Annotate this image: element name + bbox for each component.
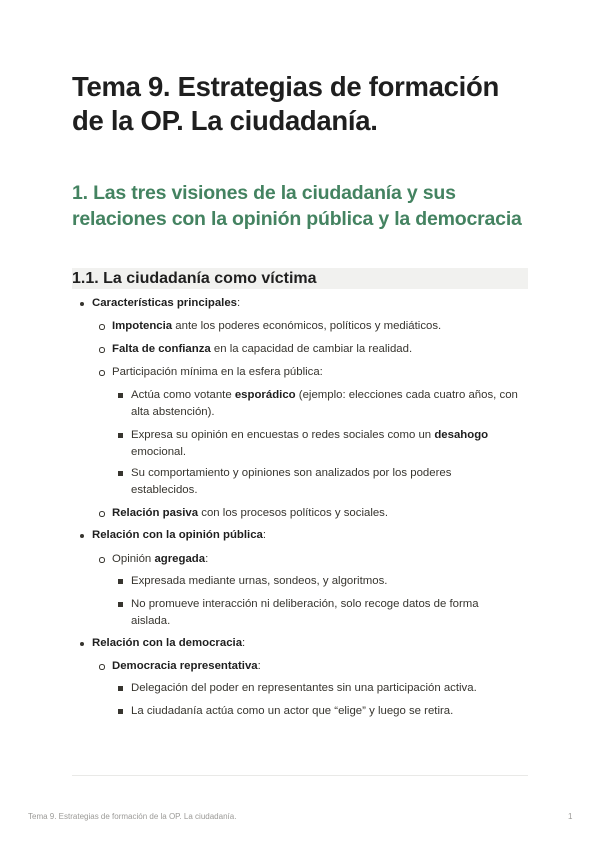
subsection-heading: 1.1. La ciudadanía como víctima [72,268,528,289]
page-title: Tema 9. Estrategias de formación de la OP. La ciudadanía. [72,71,499,136]
list-item: Características principales: [92,297,241,309]
bullet-square [118,579,123,584]
footer-title: Tema 9. Estrategias de formación de la OP. La ciudadanía. [28,812,237,821]
bullet-circle [99,557,105,563]
list-item: Expresa su opinión en encuestas o redes sociales como un desahogo emocional. [131,429,489,458]
list-item: Impotencia ante los poderes económicos, políticos y mediáticos. [112,320,442,332]
bullet-square [118,686,123,691]
page-number: 1 [568,812,573,821]
list-item: Actúa como votante esporádico (ejemplo: elecciones cada cuatro años, con alta abstención). [131,389,518,418]
list-item: Opinión agregada: [112,553,209,565]
list-item: Relación con la opinión pública: [92,529,267,541]
list-item: Delegación del poder en representantes sin una participación activa. [131,682,477,694]
bullet-circle [99,511,105,517]
list-item: No promueve interacción ni deliberación, solo recoge datos de forma aislada. [131,598,479,627]
bullet-circle [99,664,105,670]
bullet-square [118,602,123,607]
list-item: Relación con la democracia: [92,637,246,649]
list-item: Expresada mediante urnas, sondeos, y algoritmos. [131,575,388,587]
bullet-square [118,393,123,398]
bullet-square [118,471,123,476]
list-item: Relación pasiva con los procesos políticos y sociales. [112,507,389,519]
bullet-disc [80,302,84,306]
bullet-square [118,433,123,438]
footer-divider [72,775,528,776]
list-item: La ciudadanía actúa como un actor que “elige” y luego se retira. [131,705,454,717]
list-item: Democracia representativa: [112,660,261,672]
bullet-square [118,709,123,714]
list-item: Su comportamiento y opiniones son analizados por los poderes establecidos. [131,467,452,496]
bullet-disc [80,642,84,646]
bullet-circle [99,324,105,330]
list-item: Participación mínima en la esfera pública: [112,366,323,378]
bullet-circle [99,347,105,353]
bullet-disc [80,534,84,538]
bullet-circle [99,370,105,376]
section-heading: 1. Las tres visiones de la ciudadanía y sus relaciones con la opinión pública y la democracia [72,182,522,230]
list-item: Falta de confianza en la capacidad de cambiar la realidad. [112,343,413,355]
